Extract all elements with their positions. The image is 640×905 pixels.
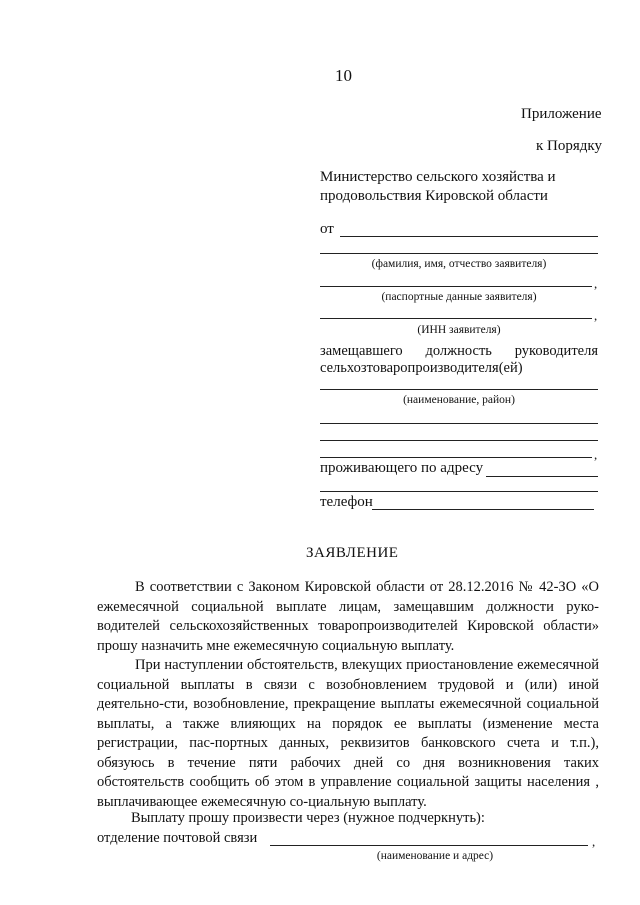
post-office-label: отделение почтовой связи xyxy=(97,830,258,846)
document-title: ЗАЯВЛЕНИЕ xyxy=(306,545,399,561)
recipient-ministry xyxy=(320,168,610,206)
payment-request: Выплату прошу произвести через (нужное подчеркнуть): xyxy=(131,810,485,826)
to-order-label: к Порядку xyxy=(536,138,602,154)
fio-line-2[interactable] xyxy=(320,253,598,254)
passport-line[interactable] xyxy=(320,286,592,287)
post-office-comma: , xyxy=(592,834,596,849)
ministry-line-2: продовольствия Кировской области xyxy=(320,188,548,204)
address-label: проживающего по адресу xyxy=(320,460,484,476)
caption-inn: (ИНН заявителя) xyxy=(417,324,501,336)
address-line-1[interactable] xyxy=(486,476,598,477)
ministry-line-1: Министерство сельского хозяйства и xyxy=(320,169,556,185)
inn-line[interactable] xyxy=(320,318,592,319)
paragraph-1: В соответствии с Законом Кировской области от 28.12.2016 № 42-ЗО «О ежемесячной социальной выплате лицам, замещавшим должности руко-водителей сельскохозяйственных товаропроизводителей Кировской области» прошу назначить мне ежемесячную социальную выплату. xyxy=(97,579,599,654)
extra-line-2[interactable] xyxy=(320,440,598,441)
appendix-label: Приложение xyxy=(521,106,602,122)
inn-comma: , xyxy=(594,308,598,323)
from-label: от xyxy=(320,221,334,237)
post-office-line[interactable] xyxy=(270,845,588,846)
page-number: 10 xyxy=(335,66,352,85)
caption-fio: (фамилия, имя, отчество заявителя) xyxy=(371,258,547,270)
caption-name-district: (наименование, район) xyxy=(403,394,515,406)
paragraph-2: При наступлении обстоятельств, влекущих приостановление ежемесячной социальной выплаты в связи с возобновлением трудовой и (или) иной деятельно-сти, возобновление, прекращение выплаты ежемесячной социальной выплаты, а также влияющих на порядок ее выплаты (изменение места регистрации, пас-портных данных, реквизитов банковского счета и т.п.), обязуюсь в течение пяти рабочих дней со дня возникновения таких обстоятельств сообщить об этом в управление социальной защиты населения , выплачивающее ежемесячную со-циальную выплату. xyxy=(97,657,599,810)
statement-body xyxy=(97,578,599,812)
position-line-2: сельхозтоваропроизводителя(ей) xyxy=(320,360,523,376)
phone-line[interactable] xyxy=(372,509,594,510)
extra-line-1[interactable] xyxy=(320,423,598,424)
address-line-2[interactable] xyxy=(320,491,598,492)
position-line-1: замещавшего должность руководителя xyxy=(320,343,598,359)
caption-name-address: (наименование и адрес) xyxy=(376,850,494,862)
caption-passport: (паспортные данные заявителя) xyxy=(381,291,537,303)
extra-line-3[interactable] xyxy=(320,457,592,458)
extra-comma: , xyxy=(594,447,598,462)
passport-comma: , xyxy=(594,276,598,291)
phone-label: телефон xyxy=(320,494,373,510)
enterprise-line[interactable] xyxy=(320,389,598,390)
fio-line-1[interactable] xyxy=(340,236,598,237)
